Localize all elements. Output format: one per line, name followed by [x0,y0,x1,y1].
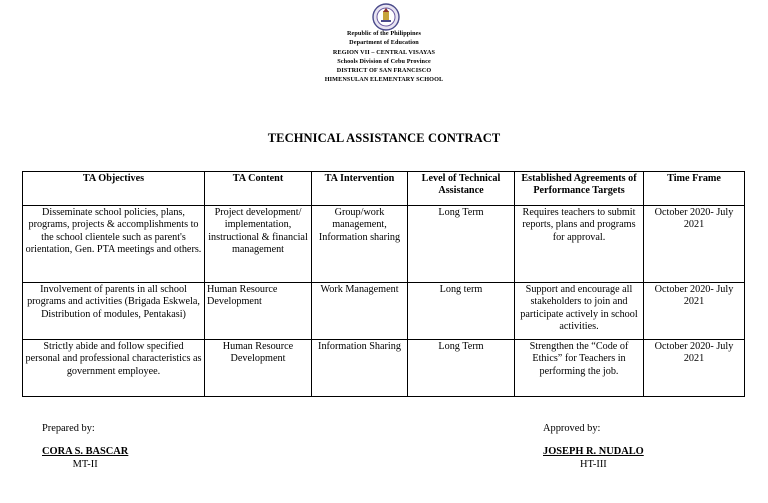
table-header-row [23,172,745,206]
content-cell: Human Resource Development [205,340,312,397]
preparer-position: MT-II [72,459,98,470]
objective-cell: Disseminate school policies, plans, programs, projects & accomplishments to the school clientele such as parent's orientation, Gen. PTA meetings and others. [23,206,205,283]
column-header: TA Content [205,172,312,206]
timeframe-cell: October 2020- July 2021 [644,206,745,283]
intervention-cell: Information Sharing [312,340,408,397]
content-cell: Human Resource Development [205,283,312,340]
column-header: Level of Technical Assistance [408,172,515,206]
agreement-cell: Strengthen the “Code of Ethics” for Teachers in performing the job. [515,340,644,397]
table-row [23,206,745,283]
level-cell: Long term [408,283,515,340]
letterhead [0,29,768,85]
column-header: Established Agreements of Performance Targets [515,172,644,206]
prepared-by-label: Prepared by: [42,423,95,434]
document-title: TECHNICAL ASSISTANCE CONTRACT [267,131,501,145]
agreement-cell: Requires teachers to submit reports, plans and programs for approval. [515,206,644,283]
column-header: TA Intervention [312,172,408,206]
content-cell: Project development/ implementation, instructional & financial management [205,206,312,283]
deped-seal-icon [372,3,400,31]
timeframe-cell: October 2020- July 2021 [644,340,745,397]
intervention-cell: Group/work management, Information sharing [312,206,408,283]
ta-contract-table [22,171,745,397]
objective-cell: Involvement of parents in all school programs and activities (Brigada Eskwela, Distribution of modules, Pentakasi) [23,283,205,340]
column-header: Time Frame [644,172,745,206]
intervention-cell: Work Management [312,283,408,340]
column-header: TA Objectives [23,172,205,206]
letterhead-line: Department of Education [349,39,419,47]
approved-by-block [543,422,644,471]
letterhead-line: DISTRICT OF SAN FRANCISCO [336,67,432,75]
level-cell: Long Term [408,340,515,397]
preparer-name: CORA S. BASCAR [42,446,129,457]
timeframe-cell: October 2020- July 2021 [644,283,745,340]
objective-cell: Strictly abide and follow specified personal and professional characteristics as government employee. [23,340,205,397]
prepared-by-block [42,422,128,471]
letterhead-line: Schools Division of Cebu Province [337,57,431,65]
table-row [23,340,745,397]
approver-name: JOSEPH R. NUDALO [543,446,644,457]
letterhead-line: HIMENSULAN ELEMENTARY SCHOOL [324,76,444,84]
approved-by-label: Approved by: [543,423,601,434]
letterhead-line: Republic of the Philippines [346,30,422,37]
table-row [23,283,745,340]
letterhead-line: REGION VII – CENTRAL VISAYAS [332,48,436,56]
agreement-cell: Support and encourage all stakeholders to join and participate actively in school activities. [515,283,644,340]
level-cell: Long Term [408,206,515,283]
approver-position: HT-III [580,459,607,470]
